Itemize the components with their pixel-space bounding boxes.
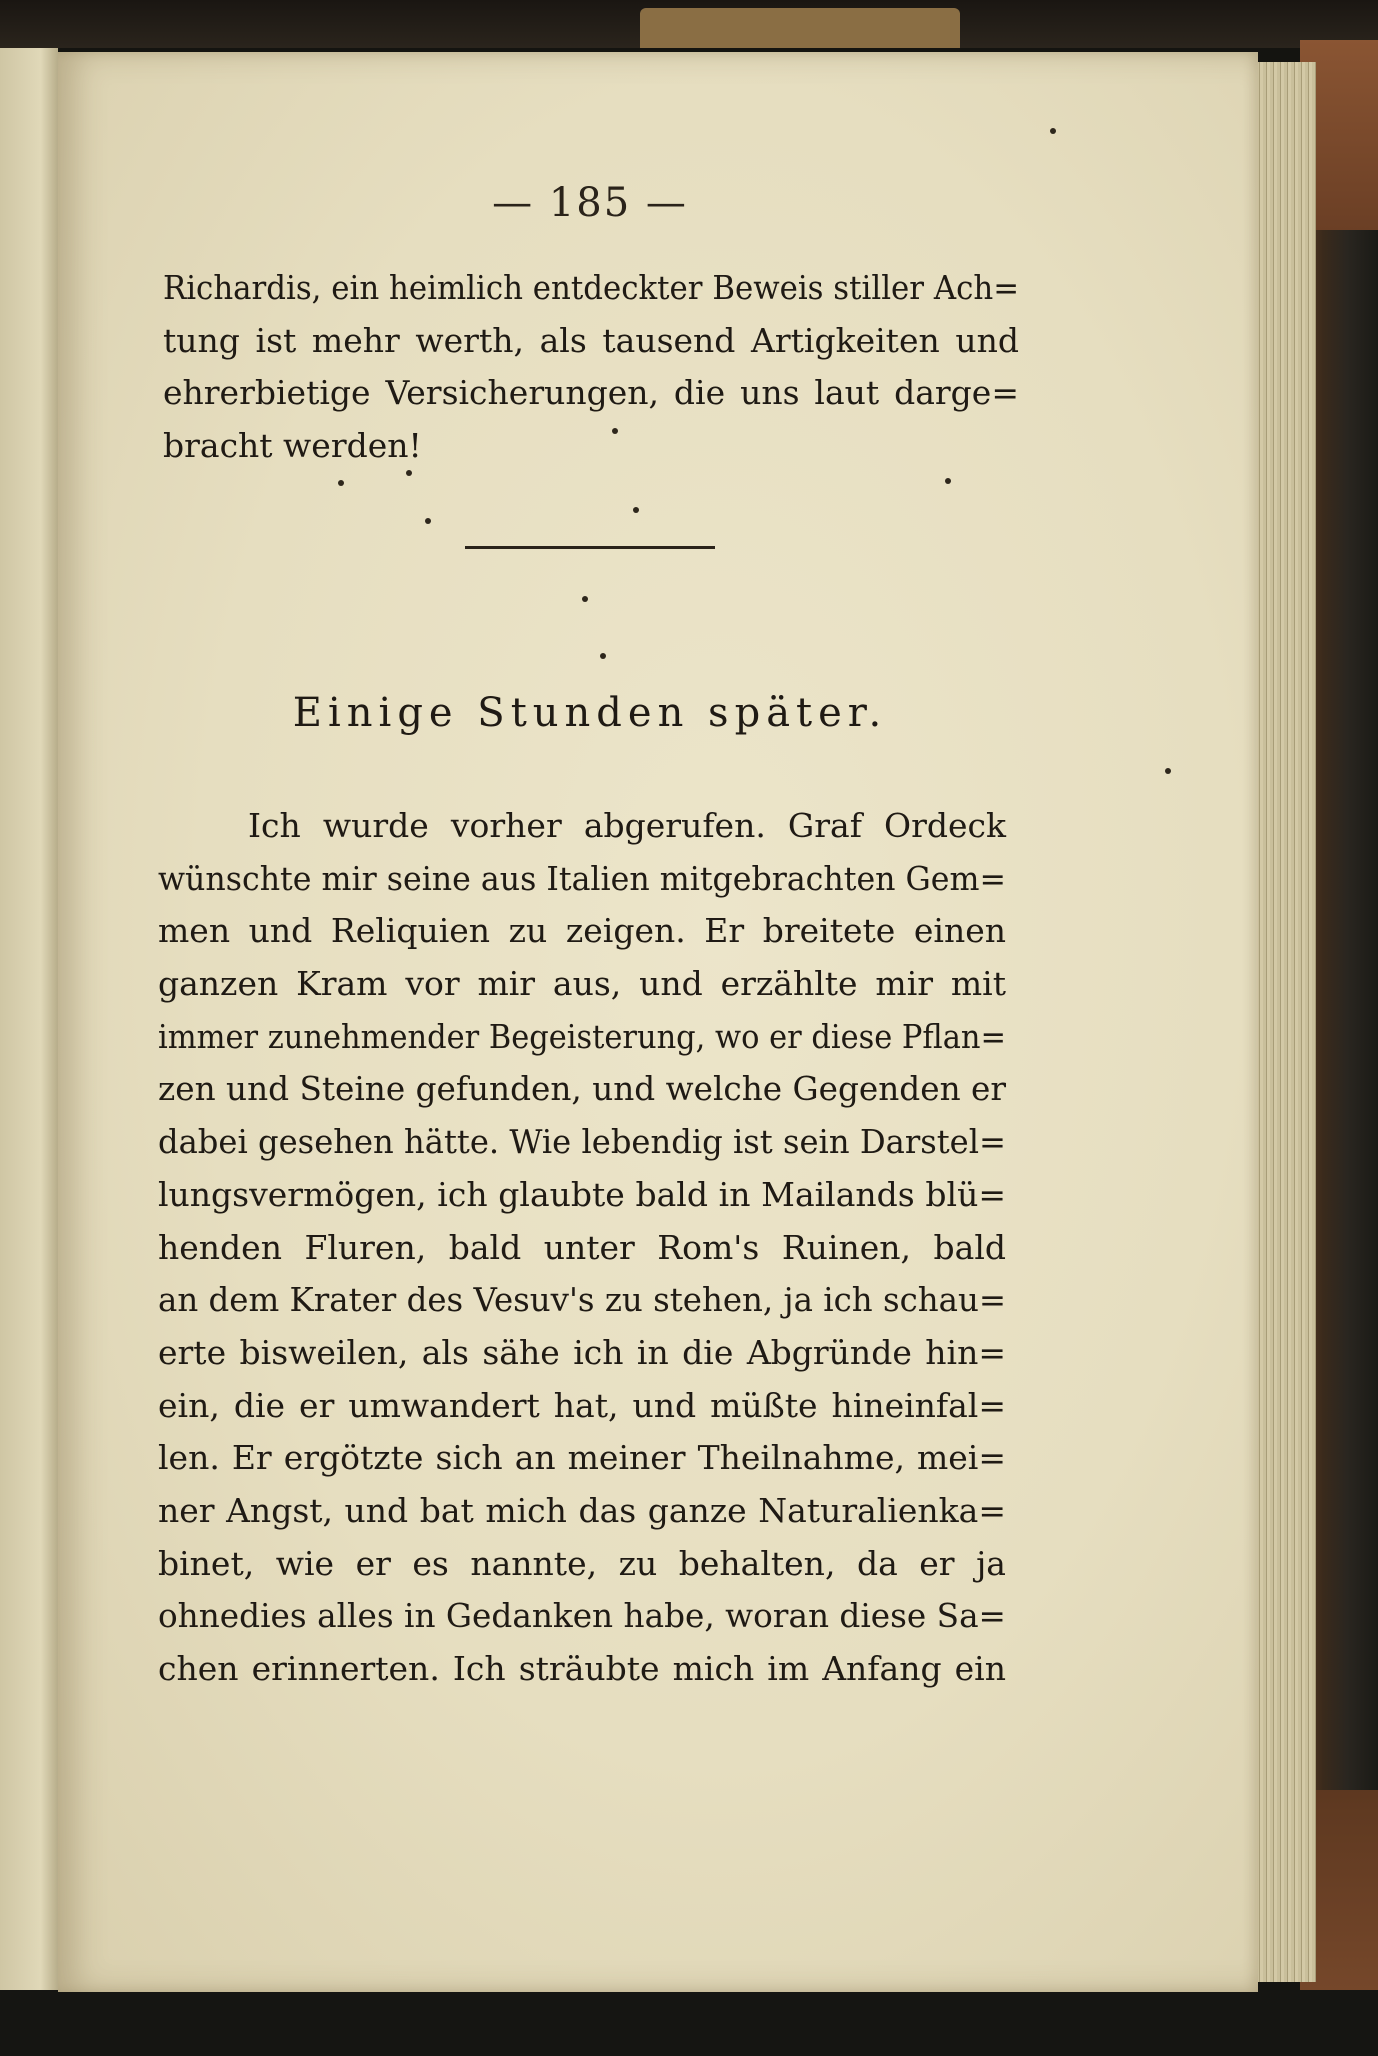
text-line: zen und Steine gefunden, und welche Gegenden er bbox=[158, 1069, 1007, 1109]
ink-speck bbox=[338, 480, 344, 486]
ink-speck bbox=[425, 518, 431, 524]
text-line: immer zunehmender Begeisterung, wo er diese Pflan= bbox=[158, 1016, 1007, 1056]
page-number: — 185 — bbox=[492, 180, 688, 226]
text-line: lungsvermögen, ich glaubte bald in Mailands blü= bbox=[158, 1174, 1006, 1214]
ink-speck bbox=[1165, 768, 1171, 774]
top-paragraph bbox=[163, 262, 1019, 473]
text-line: ein, die er umwandert hat, und müßte hineinfal= bbox=[158, 1385, 1006, 1425]
ink-speck bbox=[633, 507, 639, 513]
text-line: men und Reliquien zu zeigen. Er breitete einen bbox=[158, 911, 1006, 951]
ink-speck bbox=[1050, 128, 1056, 134]
text-line: ner Angst, und bat mich das ganze Naturalienka= bbox=[158, 1490, 1006, 1530]
text-line: len. Er ergötzte sich an meiner Theilnahme, mei= bbox=[158, 1438, 1006, 1478]
text-line: henden Fluren, bald unter Rom's Ruinen, bald bbox=[158, 1227, 1006, 1267]
text-line: erte bisweilen, als sähe ich in die Abgründe hin= bbox=[158, 1332, 1006, 1372]
text-line: binet, wie er es nannte, zu behalten, da er ja bbox=[158, 1543, 1006, 1583]
text-line: tung ist mehr werth, als tausend Artigkeiten und bbox=[163, 320, 1019, 360]
cover-tab bbox=[640, 8, 960, 48]
text-line: Richardis, ein heimlich entdeckter Beweis stiller Ach= bbox=[163, 268, 1020, 307]
page-stack-edges bbox=[1255, 62, 1316, 1982]
ink-speck bbox=[582, 596, 588, 602]
body-paragraph bbox=[158, 800, 1006, 1696]
text-line: dabei gesehen hätte. Wie lebendig ist sein Darstel= bbox=[158, 1122, 1007, 1162]
text-line: Ich wurde vorher abgerufen. Graf Ordeck bbox=[248, 806, 1006, 845]
bottom-background-band bbox=[0, 1990, 1378, 2056]
ink-speck bbox=[612, 428, 618, 434]
ink-speck bbox=[945, 478, 951, 484]
ink-speck bbox=[600, 653, 606, 659]
section-divider bbox=[465, 546, 715, 549]
text-line: chen erinnerten. Ich sträubte mich im Anfang ein bbox=[158, 1649, 1006, 1688]
text-line: an dem Krater des Vesuv's zu stehen, ja ich schau= bbox=[158, 1280, 1007, 1320]
text-line: ganzen Kram vor mir aus, und erzählte mir mit bbox=[158, 964, 1006, 1004]
ink-speck bbox=[406, 470, 412, 476]
text-line: wünschte mir seine aus Italien mitgebrachten Gem= bbox=[158, 858, 1006, 898]
previous-page-edge bbox=[0, 48, 58, 2008]
section-heading: Einige Stunden später. bbox=[292, 690, 888, 736]
text-line: ehrerbietige Versicherungen, die uns laut darge= bbox=[163, 373, 1019, 413]
text-line: bracht werden! bbox=[163, 426, 422, 466]
text-line: ohnedies alles in Gedanken habe, woran diese Sa= bbox=[158, 1596, 1006, 1636]
